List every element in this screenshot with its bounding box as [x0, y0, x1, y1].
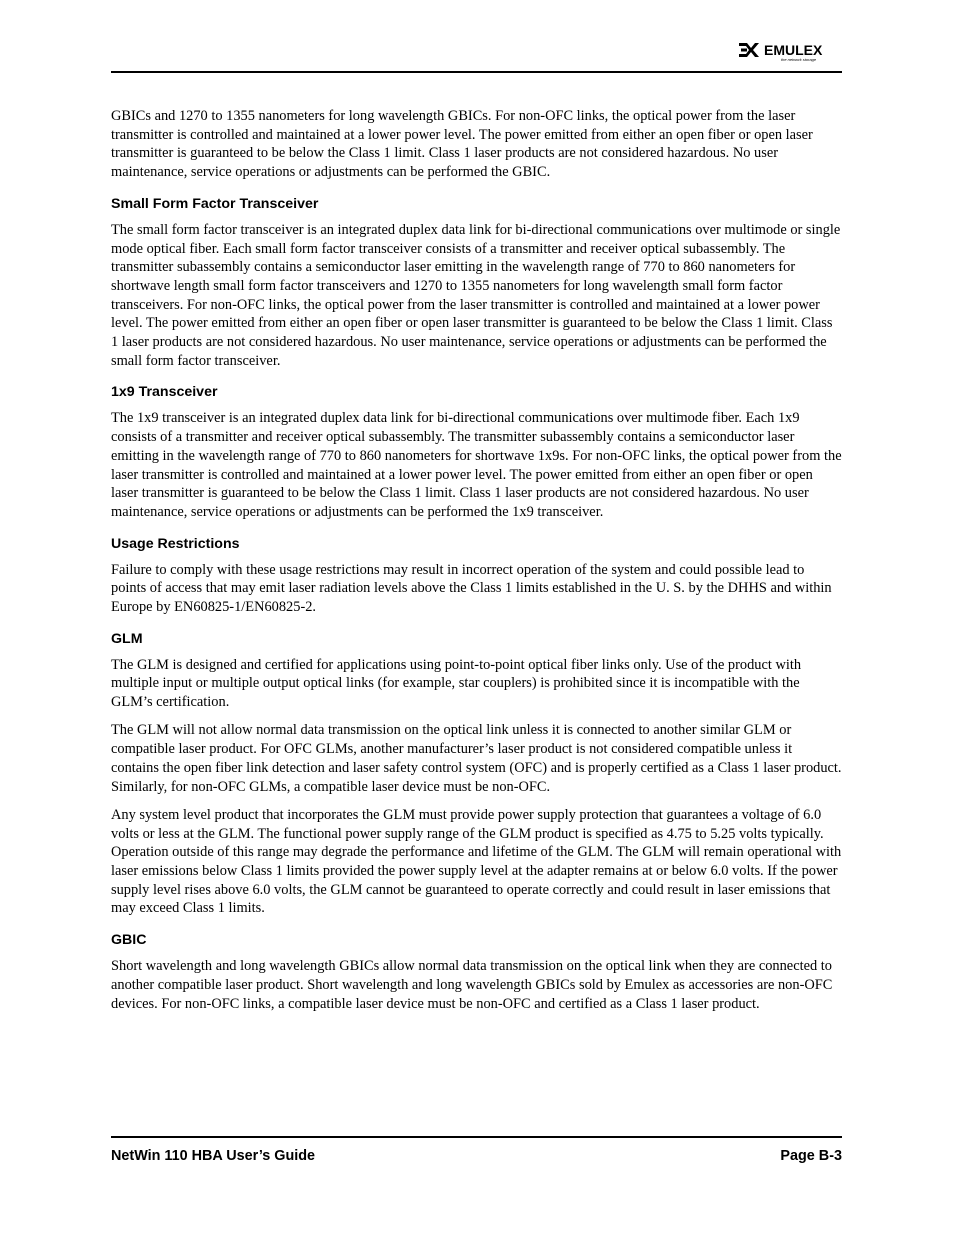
paragraph: Failure to comply with these usage restrictions may result in incorrect operation of the system and could possible lead to points of access that may emit laser radiation levels above the Class 1 limits established in the U. S. by the DHHS and within Europe by EN60825-1/EN60825-2.	[111, 561, 832, 616]
section-heading: Usage Restrictions	[111, 535, 240, 552]
footer-page-number: Page B-3	[780, 1148, 842, 1164]
emulex-logo-icon	[738, 40, 842, 62]
emulex-logo	[738, 40, 842, 62]
paragraph: Any system level product that incorporates the GLM must provide power supply protection that guarantees a voltage of 6.0 volts or less at the GLM. The functional power supply range of the GLM product is specified as 4.75 to 5.25 volts typically. Operation outside of this range may degrade the performance and lifetime of the GLM. The GLM will remain operational with laser emissions below Class 1 limits provided the power supply level at the adapter remains at or below 6.0 volts. If the power supply level rises above 6.0 volts, the GLM cannot be guaranteed to operate correctly and could result in laser emissions that may exceed Class 1 limits.	[111, 806, 842, 917]
header-rule	[111, 71, 842, 73]
paragraph: Short wavelength and long wavelength GBICs allow normal data transmission on the optical link when they are connected to another compatible laser product. Short wavelength and long wavelength GBICs sold by Emulex as accessories are non-OFC devices. For non-OFC links, a compatible laser device must be non-OFC and certified as a Class 1 laser product.	[111, 958, 833, 1012]
paragraph: The GLM will not allow normal data transmission on the optical link unless it is connected to another similar GLM or compatible laser product. For OFC GLMs, another manufacturer’s laser product is not considered compatible unless it contains the open fiber link detection and laser safety control system (OFC) and is properly certified as a Class 1 laser product. Similarly, for non-OFC GLMs, a compatible laser device must be non-OFC.	[111, 722, 842, 795]
section-heading: 1x9 Transceiver	[111, 384, 218, 401]
logo-wordmark: EMULEX	[764, 42, 823, 58]
footer-rule	[111, 1136, 842, 1138]
section-heading: GLM	[111, 630, 143, 647]
paragraph: The small form factor transceiver is an integrated duplex data link for bi-directional communications over multimode or single mode optical fiber. Each small form factor transceiver consists of a transmitter and receiver optical subassembly. The transmitter subassembly contains a semiconductor laser emitting in the wavelength range of 770 to 860 nanometers for shortwave length small form factor transceivers and 1270 to 1355 nanometers for long wavelength small form factor transceivers. For non-OFC links, the optical power from the laser transmitter is controlled and maintained at a lower power level. The power emitted from either an open fiber or open laser transmitter is guaranteed to be below the Class 1 limit. Class 1 laser products are not considered hazardous. No user maintenance, service operations or adjustments can be performed the small form factor transceiver.	[111, 221, 841, 369]
paragraph: GBICs and 1270 to 1355 nanometers for long wavelength GBICs. For non-OFC links, the optical power from the laser transmitter is controlled and maintained at a lower power level. The power emitted from either an open fiber or open laser transmitter is guaranteed to be below the Class 1 limit. Class 1 laser products are not considered hazardous. No user maintenance, service operations or adjustments can be performed the GBIC.	[111, 108, 813, 181]
body-content	[111, 107, 842, 1023]
paragraph: The GLM is designed and certified for applications using point-to-point optical fiber links only. Use of the product with multiple input or multiple output optical links (for example, star couplers) is prohibited since it is incompatible with the GLM’s certification.	[111, 656, 802, 711]
section-heading: Small Form Factor Transceiver	[111, 195, 319, 212]
paragraph: The 1x9 transceiver is an integrated duplex data link for bi-directional communications over multimode fiber. Each 1x9 consists of a transmitter and receiver optical subassembly. The transmitter subassembly contains a semiconductor laser emitting in the wavelength range of 770 to 860 nanometers for shortwave 1x9s. For non-OFC links, the optical power from the laser transmitter is controlled and maintained at a lower power level. The power emitted from either an open fiber or open laser transmitter is guaranteed to be below the Class 1 limit. Class 1 laser products are not considered hazardous. No user maintenance, service operations or adjustments can be performed the 1x9 transceiver.	[111, 410, 842, 520]
footer-document-title: NetWin 110 HBA User’s Guide	[111, 1148, 316, 1164]
logo-tagline: the network storage	[781, 57, 817, 62]
section-heading: GBIC	[111, 932, 147, 949]
